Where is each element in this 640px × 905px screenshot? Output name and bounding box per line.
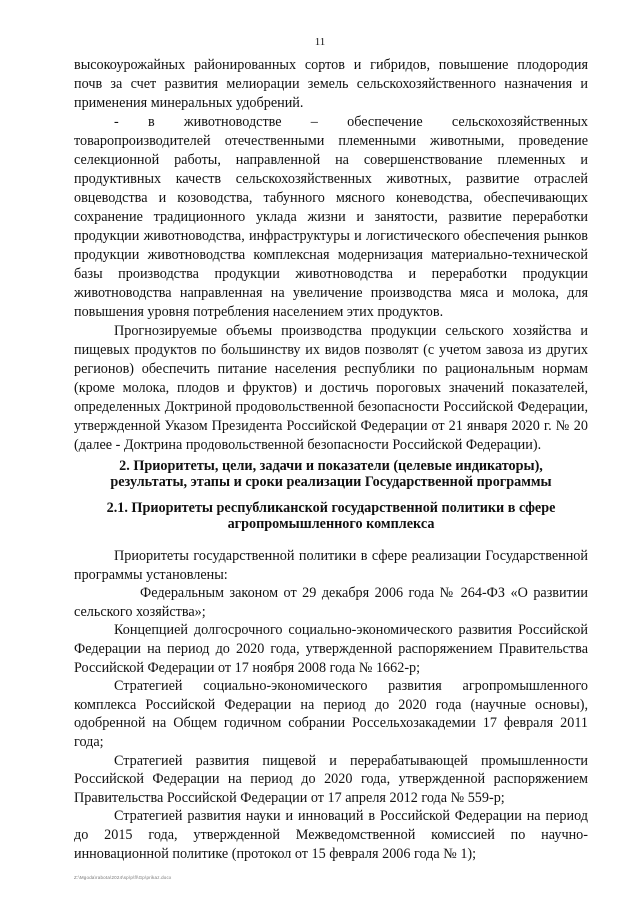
- paragraph-strategy-agro: Стратегией социально-экономического развития агропромышленного комплекса Российской Федерации на период до 2020 года (научные основы), одобренной на Общем годичном собрании Россельхозакадемии 17 февраля 2011 года;: [74, 678, 588, 750]
- subsection-heading-block: [104, 500, 558, 532]
- file-path-footer: Z:\Mgoda\rabota\2024\sp\p\fl\Gp\prikaz.docx: [74, 875, 172, 880]
- section-heading-2-1: 2.1. Приоритеты республиканской государственной политики в сфере агропромышленного комплекса: [106, 500, 556, 532]
- paragraph-priorities: Приоритеты государственной политики в сфере реализации Государственной программы установлены:: [74, 548, 588, 583]
- paragraph-forecast: Прогнозируемые объемы производства продукции сельского хозяйства и пищевых продуктов по большинству их видов позволят (с учетом завоза из других регионов) обеспечить питание населения республики по рациональным нормам (кроме молока, плодов и фруктов) и достичь пороговых значений показателей, определенных Доктриной продовольственной безопасности Российской Федерации, утвержденной Указом Президента Российской Федерации от 21 января 2020 г. № 20 (далее - Доктрина продовольственной безопасности Российской Федерации).: [74, 323, 588, 453]
- paragraph-continuation: высокоурожайных районированных сортов и гибридов, повышение плодородия почв за счет развития мелиорации земель сельскохозяйственного назначения и применения минеральных удобрений.: [74, 57, 588, 111]
- text-block-top: [74, 56, 588, 455]
- paragraph-federal-law: Федеральным законом от 29 декабря 2006 года № 264-ФЗ «О развитии сельского хозяйства»;: [74, 585, 588, 620]
- text-block-bottom: [74, 547, 588, 863]
- section-heading-block: [96, 458, 566, 490]
- paragraph-strategy-science: Стратегией развития науки и инноваций в Российской Федерации на период до 2015 года, утвержденной Межведомственной комиссией по научно-инновационной политике (протокол от 15 февраля 2006 года № 1);: [74, 808, 588, 862]
- paragraph-livestock: - в животноводстве – обеспечение сельскохозяйственных товаропроизводителей отечественными племенными животными, проведение селекционной работы, направленной на совершенствование племенных и продуктивных качеств сельскохозяйственных животных, развитие отраслей овцеводства и козоводства, табунного мясного коневодства, обеспечивающих сохранение традиционного уклада жизни и занятости, развитие переработки продукции животноводства, инфраструктуры и логистического обеспечения рынков продукции животноводства комплексная модернизация материально-технической базы производства продукции животноводства и переработки продукции животноводства направленная на увеличение производства мяса и молока, для повышения уровня потребления населением этих продуктов.: [74, 114, 588, 320]
- section-heading-2: 2. Приоритеты, цели, задачи и показатели (целевые индикаторы), результаты, этапы и сроки реализации Государственной программы: [110, 458, 552, 490]
- paragraph-strategy-food: Стратегией развития пищевой и перерабатывающей промышленности Российской Федерации на период до 2020 года, утвержденной распоряжением Правительства Российской Федерации от 17 апреля 2012 года № 559-р;: [74, 752, 588, 806]
- paragraph-concept: Концепцией долгосрочного социально-экономического развития Российской Федерации на период до 2020 года, утвержденной распоряжением Правительства Российской Федерации от 17 ноября 2008 года № 1662-р;: [74, 622, 588, 676]
- page-number: 11: [314, 36, 326, 48]
